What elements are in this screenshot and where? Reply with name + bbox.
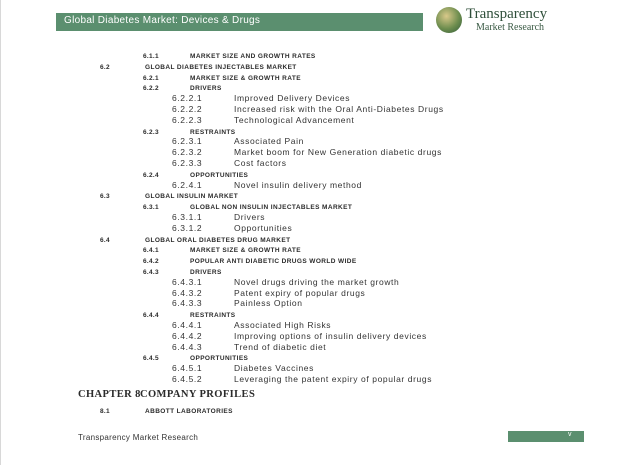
toc-entry xyxy=(234,372,432,385)
toc-number: 6.4 xyxy=(100,236,110,244)
toc-number: 6.2 xyxy=(100,63,110,71)
toc-number: 6.4.4.3 xyxy=(172,341,203,352)
toc-number: 6.4.2 xyxy=(143,258,159,266)
toc-entry xyxy=(140,387,255,400)
toc-entry-number xyxy=(143,350,159,364)
toc-number: 6.3.1.1 xyxy=(172,212,203,222)
toc-number: 6.4.5.1 xyxy=(172,363,203,374)
toc-entry-number xyxy=(100,232,110,246)
header-title: Global Diabetes Market: Devices & Drugs xyxy=(64,15,261,26)
toc-title: Leveraging the patent expiry of popular drugs xyxy=(234,374,433,384)
toc-number: CHAPTER 8 xyxy=(78,388,141,400)
toc-title: MARKET SIZE & GROWTH RATE xyxy=(190,74,301,82)
toc-title: Associated High Risks xyxy=(234,320,332,330)
toc-title: Market boom for New Generation diabetic drugs xyxy=(234,147,442,158)
toc-title: Trend of diabetic diet xyxy=(234,341,327,352)
toc-number: 6.3.1.2 xyxy=(172,222,203,233)
page-number: v xyxy=(568,431,572,438)
toc-title: Improving options of insulin delivery devices xyxy=(234,330,427,341)
toc-title: Associated Pain xyxy=(234,136,304,147)
toc-entry-number xyxy=(100,188,110,202)
toc-number: 6.1.1 xyxy=(143,53,159,60)
toc-number: 6.2.3.3 xyxy=(172,158,203,168)
toc-title: Drivers xyxy=(234,212,266,222)
toc-entry-number xyxy=(143,264,159,278)
toc-entry-number xyxy=(143,167,159,181)
toc-number: 6.2.2.1 xyxy=(172,93,203,104)
toc-entry-number xyxy=(100,59,110,73)
toc-number: 8.1 xyxy=(100,407,110,415)
toc-title: Novel drugs driving the market growth xyxy=(234,276,400,287)
toc-title: Technological Advancement xyxy=(234,114,355,125)
footer-publisher: Transparency Market Research xyxy=(78,433,199,442)
toc-number: 6.4.1 xyxy=(143,247,159,255)
toc-title: Diabetes Vaccines xyxy=(234,363,314,374)
toc-number: 6.2.3.1 xyxy=(172,136,203,147)
toc-number: 6.2.2 xyxy=(143,85,159,93)
toc-title: POPULAR ANTI DIABETIC DRUGS WORLD WIDE xyxy=(190,258,357,266)
toc-title: OPPORTUNITIES xyxy=(190,171,249,179)
footer-bar xyxy=(508,431,584,442)
toc-title: GLOBAL INSULIN MARKET xyxy=(145,193,239,201)
toc-title: Improved Delivery Devices xyxy=(234,93,351,104)
toc-entry-number xyxy=(172,372,202,385)
toc-title: Opportunities xyxy=(234,222,293,233)
toc-number: 6.2.3 xyxy=(143,128,159,136)
toc-number: 6.2.4 xyxy=(143,171,159,179)
toc-title: COMPANY PROFILES xyxy=(140,388,256,400)
logo-text-primary: Transparency xyxy=(466,6,548,22)
toc-number: 6.4.4 xyxy=(143,312,159,320)
toc-number: 6.4.4.2 xyxy=(172,330,203,341)
globe-icon xyxy=(436,7,462,33)
toc-entry-number xyxy=(143,307,159,321)
toc-title: Painless Option xyxy=(234,298,303,309)
toc-entry-number xyxy=(143,199,159,213)
toc-title: RESTRAINTS xyxy=(190,312,236,320)
toc-title: Increased risk with the Oral Anti-Diabetes Drugs xyxy=(234,104,444,114)
toc-title: Patent expiry of popular drugs xyxy=(234,287,366,298)
toc-number: 6.3 xyxy=(100,193,110,201)
logo-text-secondary: Market Research xyxy=(476,22,545,33)
toc-entry-number xyxy=(100,403,110,417)
toc-title: GLOBAL ORAL DIABETES DRUG MARKET xyxy=(145,236,291,244)
toc-entry xyxy=(190,199,352,213)
toc-number: 6.2.2.3 xyxy=(172,114,203,125)
toc-title: Cost factors xyxy=(234,158,287,168)
toc-number: 6.2.1 xyxy=(143,74,159,82)
toc-title: GLOBAL DIABETES INJECTABLES MARKET xyxy=(145,63,297,71)
toc-entry xyxy=(234,296,303,309)
toc-number: 6.2.3.2 xyxy=(172,147,203,158)
toc-number: 6.2.4.1 xyxy=(172,179,203,190)
toc-title: RESTRAINTS xyxy=(190,128,236,136)
page-edge xyxy=(0,0,1,465)
toc-entry xyxy=(145,403,233,417)
toc-number: 6.2.2.2 xyxy=(172,104,203,114)
toc-number: 6.4.3 xyxy=(143,269,159,276)
toc-number: 6.4.3.1 xyxy=(172,276,203,287)
toc-number: 6.4.5 xyxy=(143,355,159,363)
toc-entry xyxy=(234,178,362,191)
toc-title: MARKET SIZE & GROWTH RATE xyxy=(190,247,301,255)
toc-number: 6.4.5.2 xyxy=(172,374,203,384)
toc-number: 6.3.1 xyxy=(143,204,159,212)
toc-title: OPPORTUNITIES xyxy=(190,355,249,363)
toc-entry xyxy=(234,113,354,126)
toc-title: DRIVERS xyxy=(190,269,222,276)
toc-title: ABBOTT LABORATORIES xyxy=(145,407,233,415)
toc-title: DRIVERS xyxy=(190,85,222,93)
toc-entry-number xyxy=(143,124,159,138)
toc-title: GLOBAL NON INSULIN INJECTABLES MARKET xyxy=(190,204,353,212)
toc-title: MARKET SIZE AND GROWTH RATES xyxy=(190,53,316,60)
company-logo xyxy=(436,6,586,36)
toc-title: Novel insulin delivery method xyxy=(234,179,362,190)
toc-number: 6.4.3.3 xyxy=(172,298,203,309)
toc-entry-number xyxy=(143,80,159,94)
toc-entry-number xyxy=(78,387,141,400)
toc-number: 6.4.4.1 xyxy=(172,320,203,330)
toc-number: 6.4.3.2 xyxy=(172,287,203,298)
